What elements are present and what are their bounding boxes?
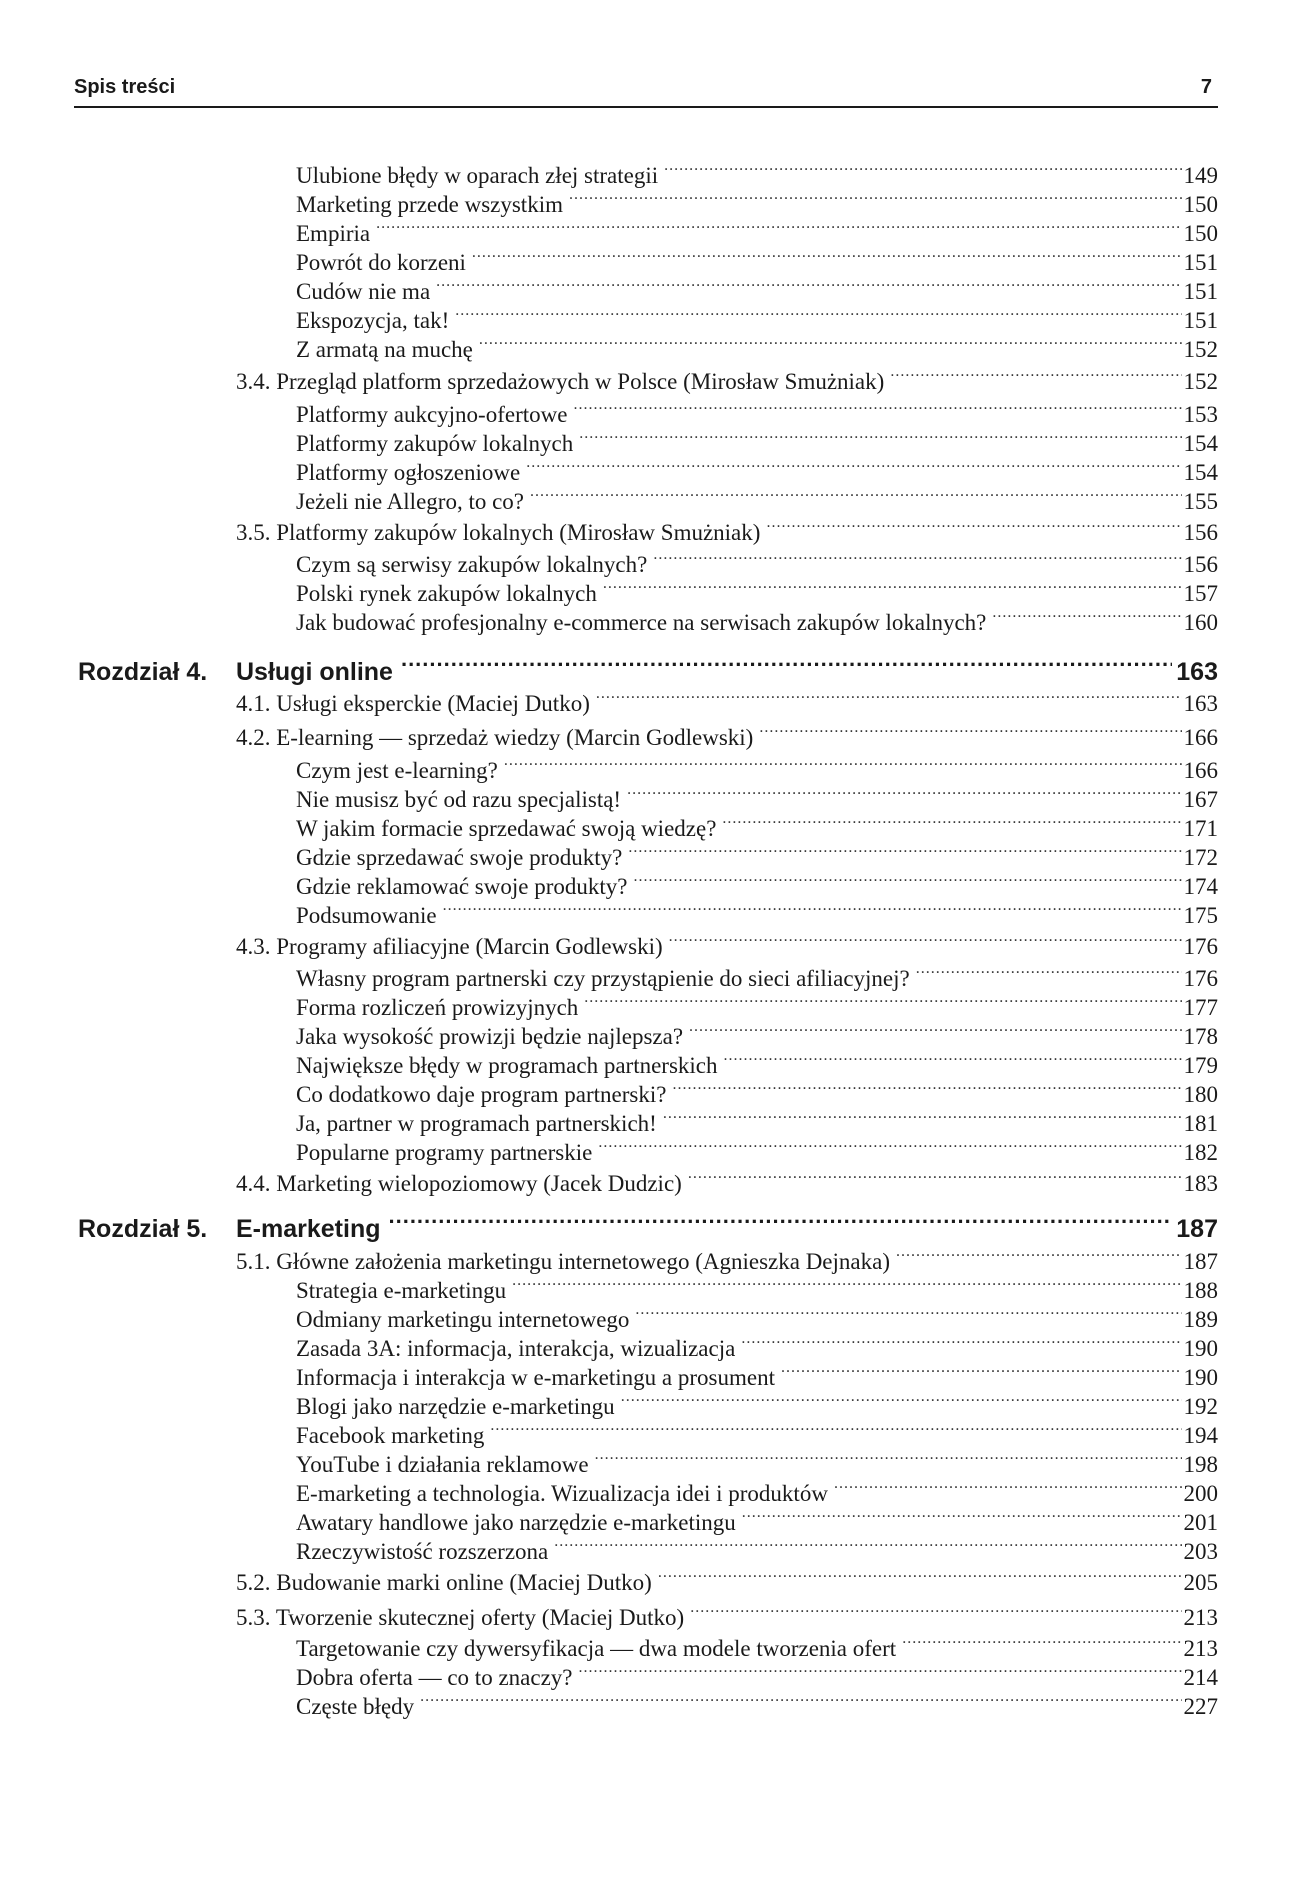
toc-entry-page: 201 <box>1183 1510 1218 1535</box>
toc-entry-page: 177 <box>1183 995 1218 1020</box>
dot-leader <box>690 1597 1181 1625</box>
toc-entry-page: 190 <box>1183 1365 1218 1390</box>
toc-entry-page: 213 <box>1183 1636 1218 1661</box>
toc-entry-title: W jakim formacie sprzedawać swoją wiedzę? <box>296 816 717 841</box>
toc-entry-title: Strategia e-marketingu <box>296 1278 507 1303</box>
toc-entry-page: 181 <box>1183 1111 1218 1136</box>
toc-entry-page: 174 <box>1183 874 1218 899</box>
toc-entry-page: 187 <box>1183 1249 1218 1274</box>
dot-leader <box>479 329 1182 357</box>
dot-leader <box>420 1686 1181 1714</box>
toc-entry[interactable] <box>296 1686 1218 1721</box>
toc-entry-page: 171 <box>1183 816 1218 841</box>
dot-leader <box>741 1328 1181 1356</box>
toc-entry-title: Ekspozycja, tak! <box>296 308 450 333</box>
dot-leader <box>759 717 1181 745</box>
toc-section[interactable] <box>236 1597 1218 1632</box>
toc-entry-page: 151 <box>1183 250 1218 275</box>
toc-entry-title: Ja, partner w programach partnerskich! <box>296 1111 657 1136</box>
toc-entry-title: Polski rynek zakupów lokalnych <box>296 581 597 606</box>
toc-entry-page: 163 <box>1183 691 1218 716</box>
toc-entry-title: Gdzie reklamować swoje produkty? <box>296 874 628 899</box>
dot-leader <box>688 1163 1182 1191</box>
toc-entry-title: 4.2. E-learning — sprzedaż wiedzy (Marcin Godlewski) <box>236 725 754 750</box>
toc-entry-page: 227 <box>1183 1694 1218 1719</box>
toc-entry-title: 4.4. Marketing wielopoziomowy (Jacek Dudzic) <box>236 1171 682 1196</box>
toc-entry-page: 154 <box>1183 431 1218 456</box>
dot-leader <box>376 213 1181 241</box>
toc-entry-title: Jak budować profesjonalny e-commerce na serwisach zakupów lokalnych? <box>296 610 987 635</box>
toc-entry-page: 150 <box>1183 221 1218 246</box>
toc-entry-title: 4.3. Programy afiliacyjne (Marcin Godlewski) <box>236 934 663 959</box>
dot-leader <box>401 648 1172 680</box>
toc-entry-page: 150 <box>1183 192 1218 217</box>
toc-section[interactable] <box>236 1562 1218 1597</box>
dot-leader <box>621 1386 1182 1414</box>
dot-leader <box>896 1241 1182 1269</box>
toc-entry-page: 151 <box>1183 279 1218 304</box>
toc-entry-title: 4.1. Usługi eksperckie (Maciej Dutko) <box>236 691 590 716</box>
dot-leader <box>766 512 1181 540</box>
toc-section[interactable] <box>236 683 1218 718</box>
toc-entry-page: 151 <box>1183 308 1218 333</box>
dot-leader <box>628 837 1181 865</box>
dot-leader <box>653 544 1181 572</box>
toc-entry-title: 3.4. Przegląd platform sprzedażowych w Polsce (Mirosław Smużniak) <box>236 369 885 394</box>
running-header-title: Spis treści <box>74 76 176 98</box>
toc-chapter-4[interactable] <box>78 648 1218 688</box>
toc-entry-title: Cudów nie ma <box>296 279 431 304</box>
page-number: 7 <box>1200 76 1212 98</box>
dot-leader <box>584 987 1181 1015</box>
dot-leader <box>472 242 1182 270</box>
toc-entry-title: Forma rozliczeń prowizyjnych <box>296 995 579 1020</box>
dot-leader <box>436 271 1181 299</box>
toc-entry-page: 192 <box>1183 1394 1218 1419</box>
dot-leader <box>443 895 1182 923</box>
chapter-page: 163 <box>1176 658 1218 686</box>
toc-entry-page: 189 <box>1183 1307 1218 1332</box>
toc-entry-page: 179 <box>1183 1053 1218 1078</box>
toc-entry-title: 5.1. Główne założenia marketingu internetowego (Agnieszka Dejnaka) <box>236 1249 890 1274</box>
toc-entry-title: Dobra oferta — co to znaczy? <box>296 1665 573 1690</box>
toc-entry-page: 167 <box>1183 787 1218 812</box>
toc-entry-title: Marketing przede wszystkim <box>296 192 563 217</box>
toc-entry-page: 175 <box>1183 903 1218 928</box>
toc-entry-page: 178 <box>1183 1024 1218 1049</box>
toc-entry-page: 183 <box>1183 1171 1218 1196</box>
toc-entry-page: 188 <box>1183 1278 1218 1303</box>
toc-entry-page: 190 <box>1183 1336 1218 1361</box>
toc-entry-title: YouTube i działania reklamowe <box>296 1452 589 1477</box>
dot-leader <box>579 1657 1182 1685</box>
dot-leader <box>512 1270 1181 1298</box>
toc-entry-page: 155 <box>1183 489 1218 514</box>
toc-entry-page: 200 <box>1183 1481 1218 1506</box>
dot-leader <box>663 1103 1182 1131</box>
dot-leader <box>672 1074 1181 1102</box>
dot-leader <box>992 602 1181 630</box>
dot-leader <box>722 808 1181 836</box>
dot-leader <box>579 423 1181 451</box>
dot-leader <box>504 750 1182 778</box>
toc-entry-title: Największe błędy w programach partnerskich <box>296 1053 718 1078</box>
toc-section[interactable] <box>236 717 1218 752</box>
toc-entry-page: 198 <box>1183 1452 1218 1477</box>
dot-leader <box>902 1628 1181 1656</box>
toc-entry-page: 152 <box>1183 337 1218 362</box>
chapter-page: 187 <box>1176 1215 1218 1243</box>
dot-leader <box>658 1562 1182 1590</box>
toc-entry-title: Nie musisz być od razu specjalistą! <box>296 787 622 812</box>
dot-leader <box>573 394 1181 422</box>
toc-entry-title: Jaka wysokość prowizji będzie najlepsza? <box>296 1024 684 1049</box>
toc-entry-page: 156 <box>1183 520 1218 545</box>
dot-leader <box>554 1531 1181 1559</box>
toc-entry-title: Ulubione błędy w oparach złej strategii <box>296 163 659 188</box>
toc-entry-page: 149 <box>1183 163 1218 188</box>
dot-leader <box>633 866 1181 894</box>
toc-entry-page: 203 <box>1183 1539 1218 1564</box>
toc-entry-title: Empiria <box>296 221 371 246</box>
dot-leader <box>834 1473 1182 1501</box>
toc-entry-title: 5.2. Budowanie marki online (Maciej Dutko) <box>236 1570 652 1595</box>
toc-section[interactable] <box>236 926 1218 961</box>
dot-leader <box>664 155 1181 183</box>
toc-entry-title: Podsumowanie <box>296 903 437 928</box>
toc-entry-title: E-marketing a technologia. Wizualizacja idei i produktów <box>296 1481 828 1506</box>
dot-leader <box>455 300 1181 328</box>
dot-leader <box>526 452 1181 480</box>
toc-chapter-5[interactable] <box>78 1205 1218 1245</box>
toc-entry-title: Zasada 3A: informacja, interakcja, wizualizacja <box>296 1336 736 1361</box>
toc-entry[interactable] <box>296 602 1218 637</box>
dot-leader <box>916 958 1182 986</box>
toc-entry-title: Co dodatkowo daje program partnerski? <box>296 1082 667 1107</box>
toc-entry[interactable] <box>296 1531 1218 1566</box>
toc-entry-title: Gdzie sprzedawać swoje produkty? <box>296 845 623 870</box>
chapter-title: E-marketing <box>236 1215 381 1243</box>
toc-section[interactable] <box>236 512 1218 547</box>
toc-entry-title: Własny program partnerski czy przystąpienie do sieci afiliacyjnej? <box>296 966 910 991</box>
toc-section[interactable] <box>236 361 1218 396</box>
dot-leader <box>781 1357 1182 1385</box>
chapter-label: Rozdział 4. <box>78 658 208 686</box>
dot-leader <box>598 1132 1181 1160</box>
toc-entry-page: 160 <box>1183 610 1218 635</box>
dot-leader <box>596 683 1182 711</box>
toc-entry-page: 166 <box>1183 725 1218 750</box>
dot-leader <box>890 361 1181 389</box>
dot-leader <box>388 1205 1172 1237</box>
toc-entry[interactable] <box>296 329 1218 364</box>
dot-leader <box>635 1299 1181 1327</box>
toc-entry-page: 205 <box>1183 1570 1218 1595</box>
toc-entry-page: 176 <box>1183 966 1218 991</box>
toc-entry-page: 153 <box>1183 402 1218 427</box>
toc-entry-title: 5.3. Tworzenie skutecznej oferty (Maciej Dutko) <box>236 1605 685 1630</box>
running-header <box>74 76 1218 108</box>
dot-leader <box>595 1444 1182 1472</box>
toc-entry-title: Rzeczywistość rozszerzona <box>296 1539 549 1564</box>
dot-leader <box>742 1502 1182 1530</box>
toc-entry-page: 152 <box>1183 369 1218 394</box>
toc-entry-title: Awatary handlowe jako narzędzie e-marketingu <box>296 1510 736 1535</box>
toc-entry-title: Facebook marketing <box>296 1423 485 1448</box>
toc-entry-title: Odmiany marketingu internetowego <box>296 1307 630 1332</box>
toc-entry[interactable] <box>296 1132 1218 1167</box>
chapter-title: Usługi online <box>236 658 393 686</box>
dot-leader <box>603 573 1182 601</box>
toc-entry-page: 180 <box>1183 1082 1218 1107</box>
toc-entry-title: Platformy ogłoszeniowe <box>296 460 521 485</box>
toc-entry-page: 154 <box>1183 460 1218 485</box>
dot-leader <box>724 1045 1182 1073</box>
toc-entry-title: Platformy aukcyjno-ofertowe <box>296 402 568 427</box>
dot-leader <box>490 1415 1181 1443</box>
dot-leader <box>530 481 1181 509</box>
toc-entry-title: Czym jest e-learning? <box>296 758 498 783</box>
toc-entry-page: 172 <box>1183 845 1218 870</box>
dot-leader <box>689 1016 1181 1044</box>
toc-entry-title: Z armatą na muchę <box>296 337 473 362</box>
toc-entry-title: Czym są serwisy zakupów lokalnych? <box>296 552 648 577</box>
toc-section[interactable] <box>236 1163 1218 1198</box>
toc-entry-page: 156 <box>1183 552 1218 577</box>
chapter-label: Rozdział 5. <box>78 1215 208 1243</box>
toc-entry[interactable] <box>296 895 1218 930</box>
dot-leader <box>627 779 1181 807</box>
toc-entry-title: Informacja i interakcja w e-marketingu a prosument <box>296 1365 775 1390</box>
toc-entry-title: 3.5. Platformy zakupów lokalnych (Mirosław Smużniak) <box>236 520 761 545</box>
toc-entry-title: Blogi jako narzędzie e-marketingu <box>296 1394 615 1419</box>
toc-entry-page: 157 <box>1183 581 1218 606</box>
toc-entry-page: 194 <box>1183 1423 1218 1448</box>
toc-entry-title: Jeżeli nie Allegro, to co? <box>296 489 525 514</box>
toc-entry-title: Powrót do korzeni <box>296 250 466 275</box>
toc-entry[interactable] <box>296 481 1218 516</box>
toc-entry-page: 213 <box>1183 1605 1218 1630</box>
toc-entry-title: Targetowanie czy dywersyfikacja — dwa modele tworzenia ofert <box>296 1636 897 1661</box>
toc-entry-page: 166 <box>1183 758 1218 783</box>
toc-entry-title: Platformy zakupów lokalnych <box>296 431 574 456</box>
dot-leader <box>669 926 1182 954</box>
toc-entry-page: 176 <box>1183 934 1218 959</box>
toc-entry-page: 214 <box>1183 1665 1218 1690</box>
toc-entry-title: Częste błędy <box>296 1694 415 1719</box>
dot-leader <box>569 184 1182 212</box>
toc-entry-page: 182 <box>1183 1140 1218 1165</box>
toc-entry-title: Popularne programy partnerskie <box>296 1140 593 1165</box>
